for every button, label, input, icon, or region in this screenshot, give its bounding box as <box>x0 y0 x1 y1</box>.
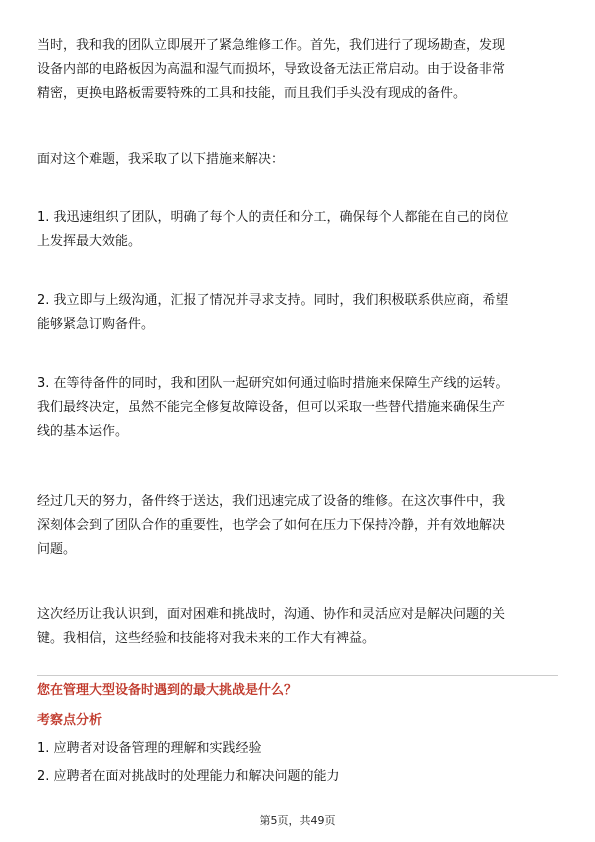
text-line: 我们最终决定，虽然不能完全修复故障设备，但可以采取一些替代措施来确保生产 <box>37 400 506 415</box>
text-line: 1. 我迅速组织了团队，明确了每个人的责任和分工，确保每个人都能在自己的岗位 <box>37 210 509 225</box>
question-title: 您在管理大型设备时遇到的最大挑战是什么？ <box>37 683 298 698</box>
text-line: 这次经历让我认识到，面对困难和挑战时，沟通、协作和灵活应对是解决问题的关 <box>37 607 506 622</box>
text-line: 键。我相信，这些经验和技能将对我未来的工作大有裨益。 <box>37 631 376 646</box>
paragraph-measure-1 <box>37 206 562 254</box>
analysis-heading: 考察点分析 <box>37 713 103 728</box>
text-line: 能够紧急订购备件。 <box>37 317 155 332</box>
paragraph-reflection <box>37 603 562 651</box>
text-line: 当时，我和我的团队立即展开了紧急维修工作。首先，我们进行了现场勘查，发现 <box>37 38 506 53</box>
paragraph-measure-2 <box>37 289 562 337</box>
text-line: 3. 在等待备件的同时，我和团队一起研究如何通过临时措施来保障生产线的运转。 <box>37 376 509 391</box>
analysis-point: 2. 应聘者在面对挑战时的处理能力和解决问题的能力 <box>37 769 340 784</box>
text-line: 深刻体会到了团队合作的重要性，也学会了如何在压力下保持冷静，并有效地解决 <box>37 518 506 533</box>
section-divider <box>37 675 558 676</box>
text-line: 上发挥最大效能。 <box>37 234 142 249</box>
text-line: 设备内部的电路板因为高温和湿气而损坏，导致设备无法正常启动。由于设备非常 <box>37 62 506 77</box>
text-line: 2. 我立即与上级沟通，汇报了情况并寻求支持。同时，我们积极联系供应商，希望 <box>37 293 509 308</box>
text-line: 线的基本运作。 <box>37 424 129 439</box>
text-line: 问题。 <box>37 542 77 557</box>
paragraph-outcome <box>37 490 562 562</box>
text-line: 精密，更换电路板需要特殊的工具和技能，而且我们手头没有现成的备件。 <box>37 86 467 101</box>
paragraph-measure-3 <box>37 372 562 444</box>
text-line: 经过几天的努力，备件终于送达，我们迅速完成了设备的维修。在这次事件中，我 <box>37 494 506 509</box>
analysis-point: 1. 应聘者对设备管理的理解和实践经验 <box>37 741 262 756</box>
paragraph-measures-intro <box>37 148 562 172</box>
page-number: 第5页，共49页 <box>259 814 336 827</box>
paragraph-repair-work <box>37 34 562 106</box>
text-line: 面对这个难题，我采取了以下措施来解决： <box>37 152 285 167</box>
